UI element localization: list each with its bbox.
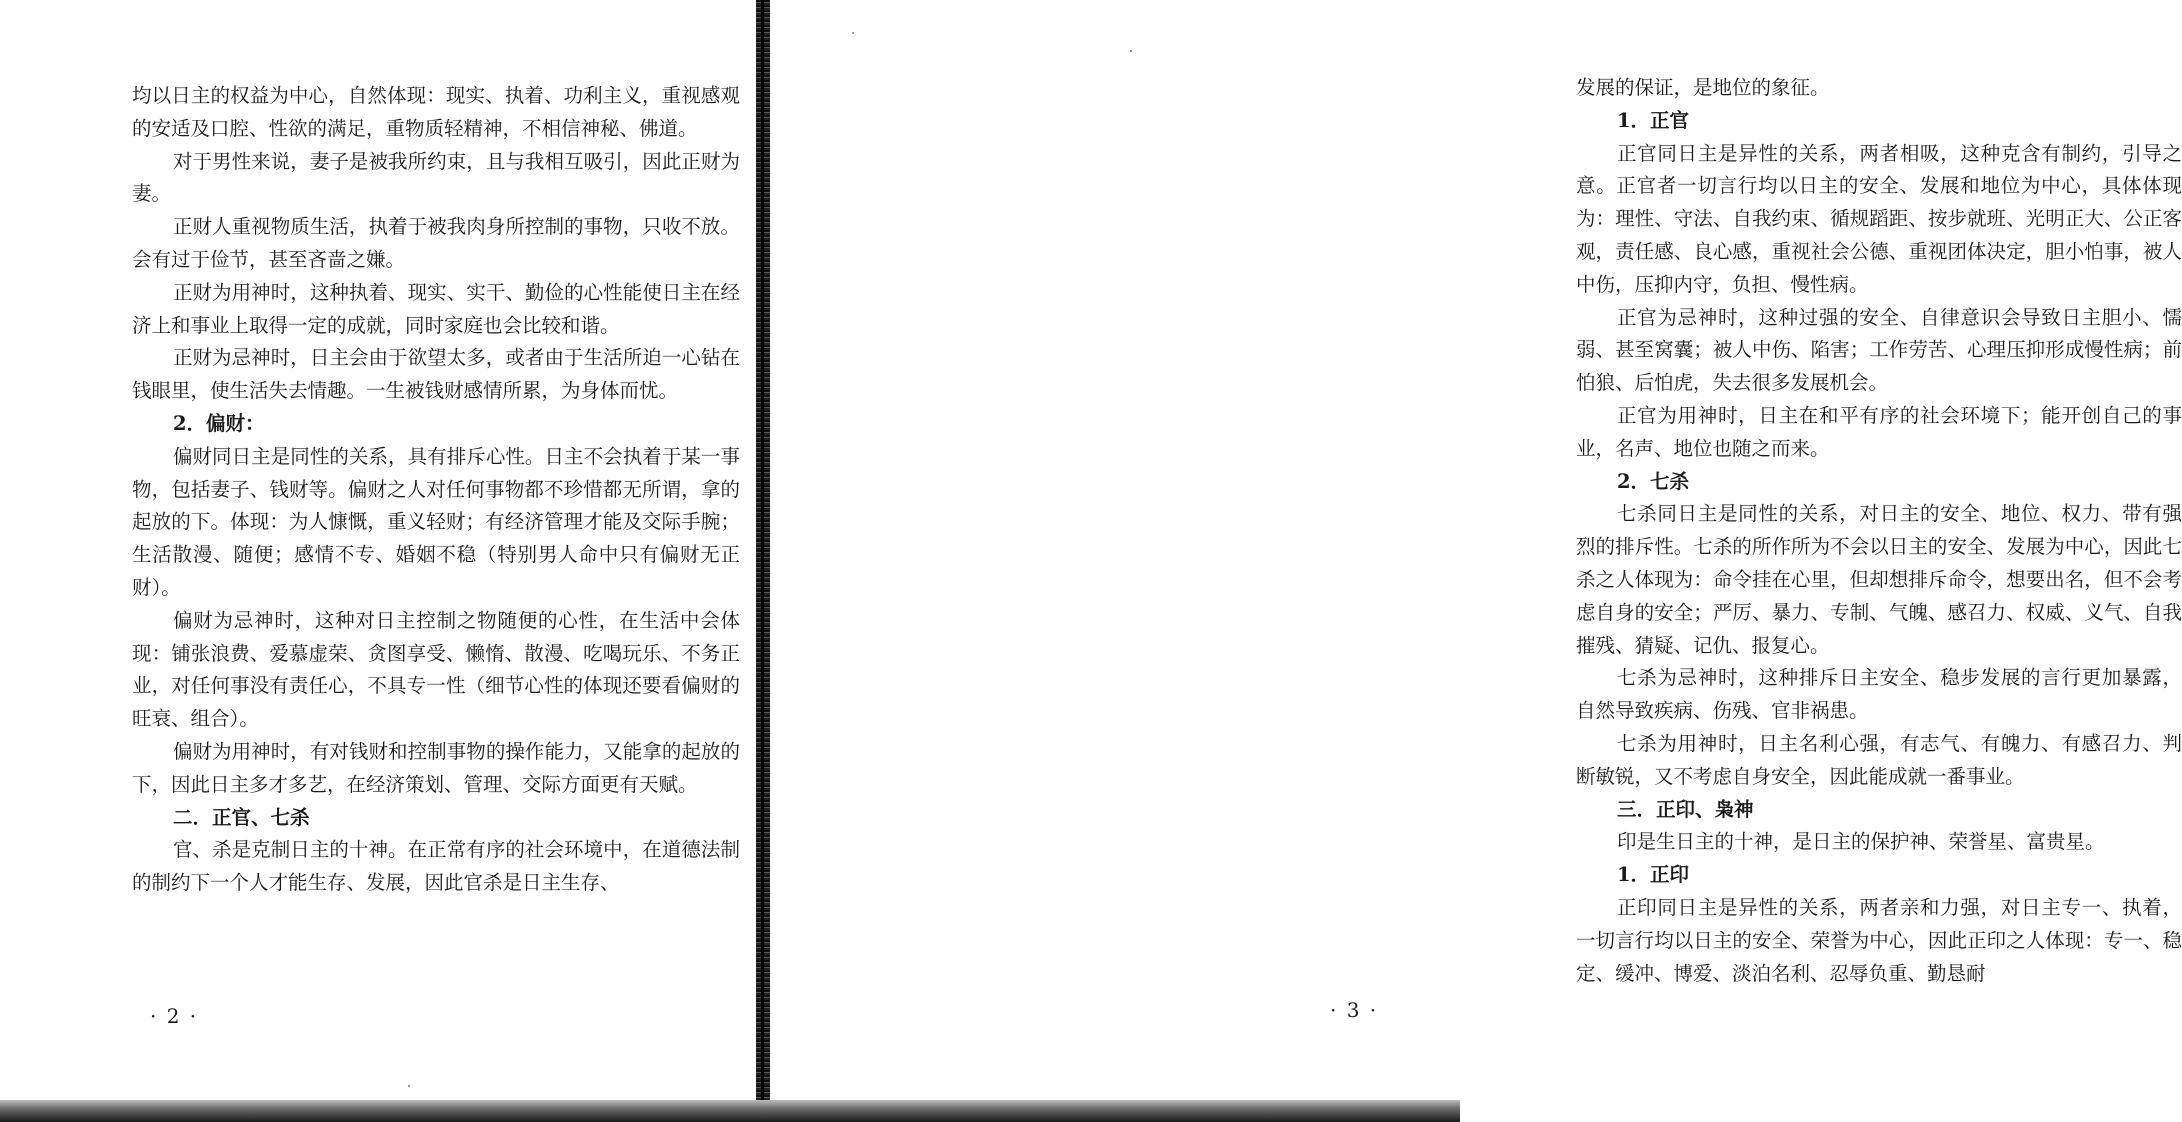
- paragraph: 正官同日主是异性的关系，两者相吸，这种克含有制约，引导之意。正官者一切言行均以日主的安全、发展和地位为中心，具体体现为：理性、守法、自我约束、循规蹈距、按步就班、光明正大、公正客观，责任感、良心感，重视社会公德、重视团体决定，胆小怕事，被人中伤，压抑内守，负担、慢性病。: [1576, 141, 2182, 296]
- scan-speck: [1130, 50, 1132, 52]
- paragraph: 正财为用神时，这种执着、现实、实干、勤俭的心性能使日主在经济上和事业上取得一定的成就，同时家庭也会比较和谐。: [132, 280, 740, 337]
- paragraph: 正官为用神时，日主在和平有序的社会环境下；能开创自己的事业，名声、地位也随之而来。: [1576, 403, 2182, 460]
- paragraph: 偏财为用神时，有对钱财和控制事物的操作能力，又能拿的起放的下，因此日主多才多艺，在经济策划、管理、交际方面更有天赋。: [132, 739, 740, 796]
- paragraph: 正印同日主是异性的关系，两者亲和力强，对日主专一、执着，一切言行均以日主的安全、荣誉为中心，因此正印之人体现：专一、稳定、缓冲、博爱、淡泊名利、忍辱负重、勤恳耐: [1576, 895, 2182, 985]
- paragraph: 官、杀是克制日主的十神。在正常有序的社会环境中，在道德法制的制约下一个人才能生存、发展，因此官杀是日主生存、: [132, 838, 740, 895]
- scan-bottom-edge: [0, 1100, 1460, 1122]
- paragraph: 正财为忌神时，日主会由于欲望太多，或者由于生活所迫一心钻在钱眼里，使生活失去情趣。一生被钱财感情所累，为身体而忧。: [132, 346, 740, 403]
- section-heading: 二．正官、七杀: [172, 805, 310, 829]
- right-page-text: [1576, 72, 2182, 990]
- book-spine: [756, 0, 770, 1122]
- paragraph: 七杀为忌神时，这种排斥日主安全、稳步发展的言行更加暴露，自然导致疾病、伤残、官非祸患。: [1576, 666, 2182, 723]
- paragraph: 印是生日主的十神，是日主的保护神、荣誉星、富贵星。: [1616, 830, 2105, 854]
- paragraph: 七杀为用神时，日主名利心强，有志气、有魄力、有感召力、判断敏锐，又不考虑自身安全，因此能成就一番事业。: [1576, 731, 2182, 788]
- scan-speck: [408, 1085, 410, 1087]
- paragraph: 均以日主的权益为中心，自然体现：现实、执着、功利主义，重视感观的安适及口腔、性欲的满足，重物质轻精神，不相信神秘、佛道。: [132, 84, 740, 140]
- paragraph: 七杀同日主是同性的关系，对日主的安全、地位、权力、带有强烈的排斥性。七杀的所作所为不会以日主的安全、发展为中心，因此七杀之人体现为：命令挂在心里，但却想排斥命令，想要出名，但不会考虑自身的安全；严厉、暴力、专制、气魄、感召力、权威、义气、自我摧残、猜疑、记仇、报复心。: [1576, 502, 2182, 657]
- section-heading: 2．偏财：: [172, 411, 265, 435]
- section-heading: 1．正官: [1616, 108, 1690, 132]
- page-number-left: · 2 ·: [150, 1004, 199, 1028]
- page-number-right: · 3 ·: [1330, 998, 1379, 1022]
- paragraph: 偏财同日主是同性的关系，具有排斥心性。日主不会执着于某一事物，包括妻子、钱财等。偏财之人对任何事物都不珍惜都无所谓，拿的起放的下。体现：为人慷慨，重义轻财；有经济管理才能及交际手腕；生活散漫、随便；感情不专、婚姻不稳（特别男人命中只有偏财无正财）。: [132, 444, 740, 599]
- paragraph: 偏财为忌神时，这种对日主控制之物随便的心性，在生活中会体现：铺张浪费、爱慕虚荣、贪图享受、懒惰、散漫、吃喝玩乐、不务正业，对任何事没有责任心，不具专一性（细节心性的体现还要看偏财的旺衰、组合）。: [132, 608, 740, 731]
- section-heading: 2．七杀: [1616, 469, 1690, 493]
- right-page: [770, 0, 2182, 1100]
- section-heading: 三．正印、枭神: [1616, 797, 1754, 821]
- section-heading: 1．正印: [1616, 863, 1690, 887]
- paragraph: 正官为忌神时，这种过强的安全、自律意识会导致日主胆小、懦弱、甚至窝囊；被人中伤、陷害；工作劳苦、心理压抑形成慢性病；前怕狼、后怕虎，失去很多发展机会。: [1576, 305, 2182, 395]
- paragraph: 正财人重视物质生活，执着于被我肉身所控制的事物，只收不放。会有过于俭节，甚至吝啬之嫌。: [132, 215, 740, 271]
- paragraph: 对于男性来说，妻子是被我所约束，且与我相互吸引，因此正财为妻。: [132, 149, 740, 206]
- left-page-text: [132, 80, 740, 900]
- left-page: [0, 0, 756, 1100]
- paragraph: 发展的保证，是地位的象征。: [1576, 76, 1830, 99]
- scan-speck: [852, 32, 854, 34]
